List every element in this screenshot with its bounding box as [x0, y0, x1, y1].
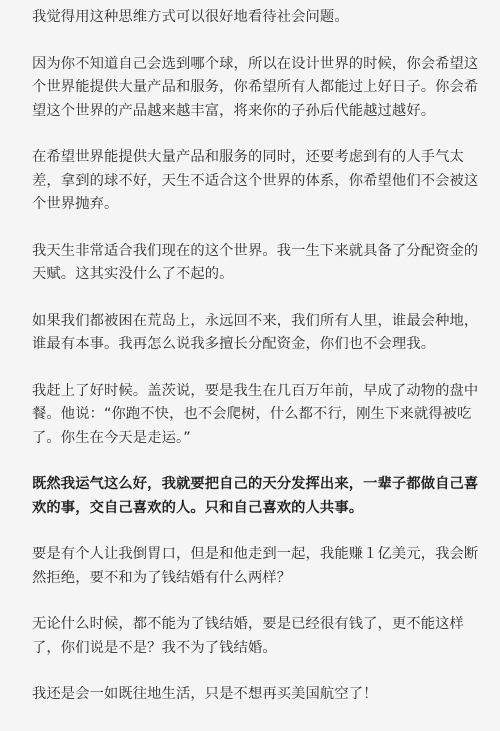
paragraph: 如果我们都被困在荒岛上，永远回不来，我们所有人里，谁最会种地，谁最有本事。我再怎么说我多擅长分配资金，你们也不会理我。 — [32, 312, 479, 352]
paragraph: 因为你不知道自己会选到哪个球，所以在设计世界的时候，你会希望这个世界能提供大量产品和服务，你希望所有人都能过上好日子。你会希望这个世界的产品越来越丰富，将来你的子孙后代能越过越好。 — [32, 55, 479, 119]
paragraph: 我还是会一如既往地生活，只是不想再买美国航空了！ — [32, 686, 378, 702]
paragraph: 我觉得用这种思维方式可以很好地看待社会问题。 — [32, 9, 349, 25]
paragraph: 在希望世界能提供大量产品和服务的同时，还要考虑到有的人手气太差，拿到的球不好，天生不适合这个世界的体系，你希望他们不会被这个世界抛弃。 — [32, 149, 479, 212]
paragraph: 我赶上了好时候。盖茨说，要是我生在几百万年前，早成了动物的盘中餐。他说：“你跑不快，也不会爬树，什么都不行，刚生下来就得被吃了。你生在今天是走运。” — [32, 382, 479, 446]
paragraph: 无论什么时候，都不能为了钱结婚，要是已经很有钱了，更不能这样了，你们说是不是？我不为了钱结婚。 — [32, 616, 464, 656]
paragraph: 要是有个人让我倒胃口，但是和他走到一起，我能赚１亿美元，我会断然拒绝，要不和为了钱结婚有什么两样？ — [32, 546, 479, 586]
paragraph-bold: 既然我运气这么好，我就要把自己的天分发挥出来，一辈子都做自己喜欢的事，交自己喜欢的人。只和自己喜欢的人共事。 — [32, 476, 479, 516]
paragraph: 我天生非常适合我们现在的这个世界。我一生下来就具备了分配资金的天赋。这其实没什么了不起的。 — [32, 242, 479, 282]
